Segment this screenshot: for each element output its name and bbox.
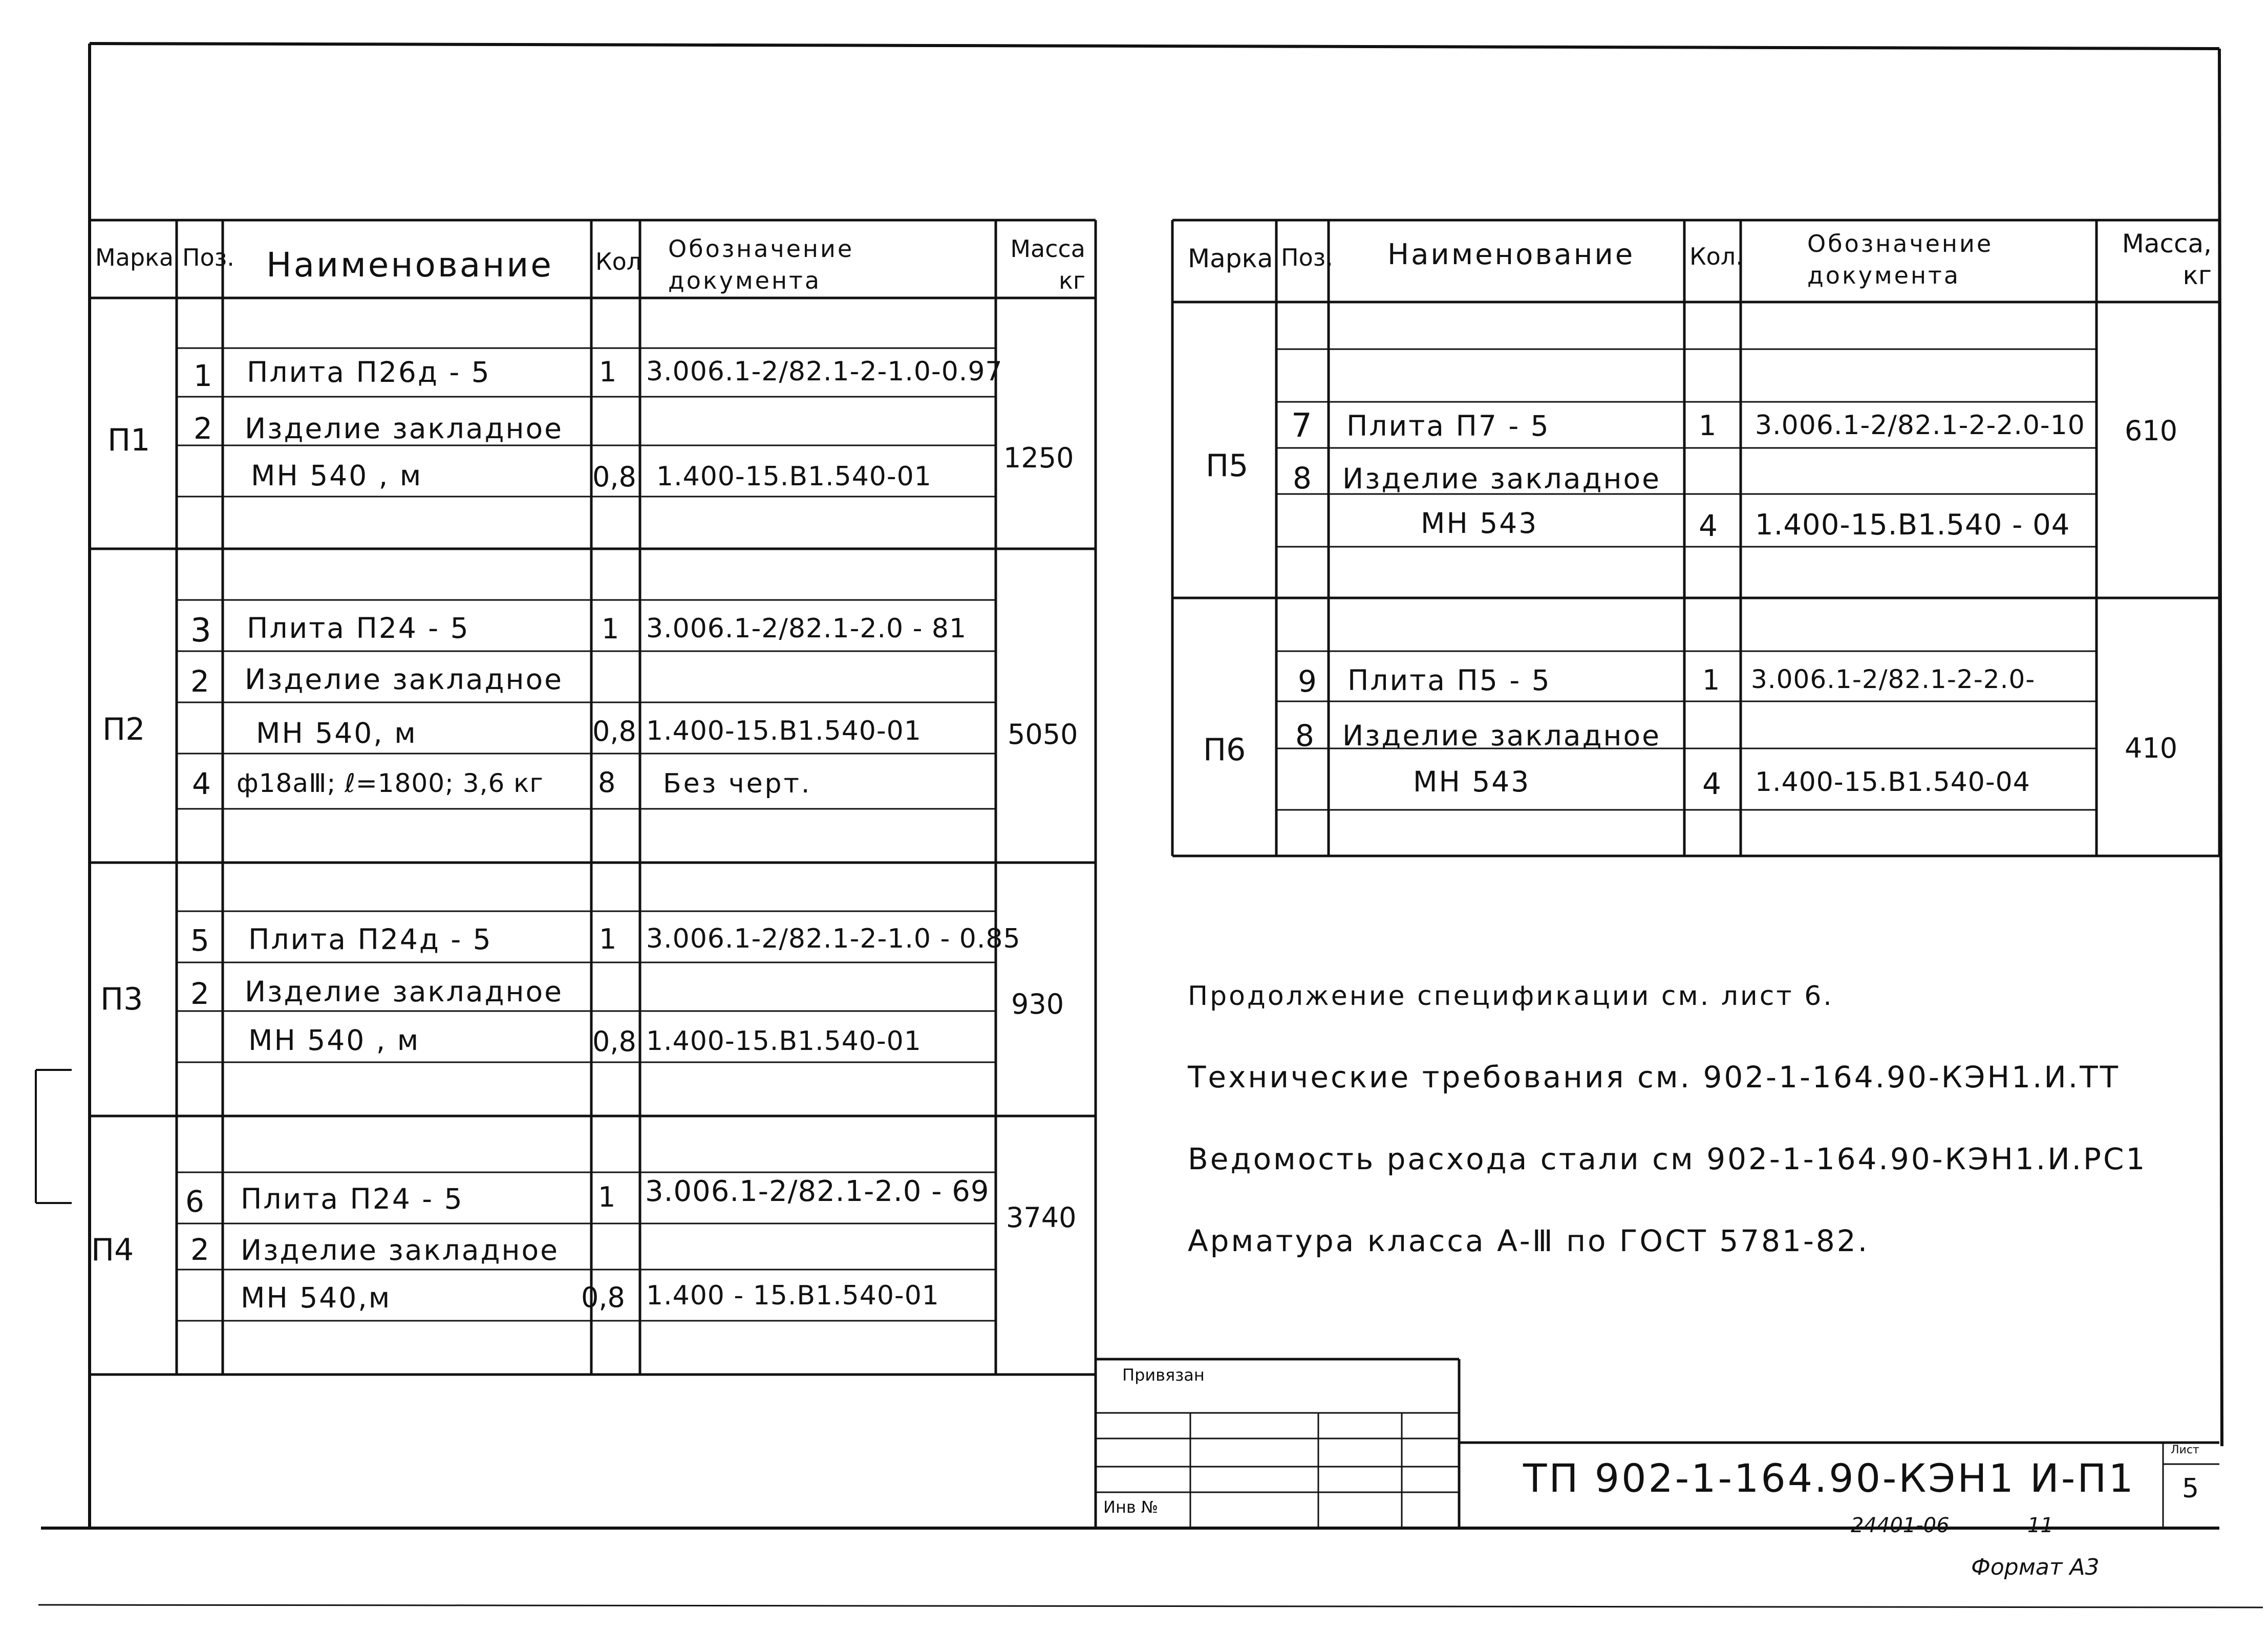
name-p6-r2: Изделие закладное xyxy=(1342,719,1661,752)
note-steel-statement: Ведомость расхода стали см 902-1-164.90-КЭН1.И.РС1 xyxy=(1188,1142,2147,1176)
qty-p2-r4: 8 xyxy=(598,766,616,799)
name-p2-r1: Плита П24 - 5 xyxy=(247,612,470,645)
pos-7: 7 xyxy=(1291,407,1312,445)
name-p4-r2: Изделие закладное xyxy=(241,1234,559,1266)
inv-no-label: Инв № xyxy=(1103,1497,1159,1517)
mass-p1: 1250 xyxy=(1003,442,1074,474)
pos-2b: 2 xyxy=(190,664,209,699)
qty-p6-r1: 1 xyxy=(1702,664,1720,696)
name-p3-r3: МН 540 , м xyxy=(248,1024,420,1057)
right-header-marka: Марка xyxy=(1188,244,1273,273)
name-p2-r3: МН 540, м xyxy=(256,717,417,749)
name-p6-r1: Плита П5 - 5 xyxy=(1347,664,1551,697)
name-p1-r1: Плита П26д - 5 xyxy=(247,356,491,389)
doc-p1-r3: 1.400-15.В1.540-01 xyxy=(656,461,932,492)
left-header-pos: Поз. xyxy=(182,244,234,271)
qty-p5-r1: 1 xyxy=(1699,410,1717,442)
right-header-name: Наименование xyxy=(1387,238,1635,271)
doc-p5-r1: 3.006.1-2/82.1-2-2.0-10 xyxy=(1755,410,2085,441)
note-continuation: Продолжение спецификации см. лист 6. xyxy=(1188,981,1834,1012)
marka-p1: П1 xyxy=(108,422,151,458)
qty-p4-r1: 1 xyxy=(598,1181,616,1213)
frame-top xyxy=(90,44,2219,49)
archive-page: 11 xyxy=(2027,1514,2053,1537)
name-p3-r2: Изделие закладное xyxy=(245,975,563,1008)
left-header-marka: Марка xyxy=(95,244,174,271)
marka-p2: П2 xyxy=(102,712,145,747)
doc-p2-r1: 3.006.1-2/82.1-2.0 - 81 xyxy=(646,613,967,644)
pos-2c: 2 xyxy=(190,976,209,1011)
qty-p5-r3: 4 xyxy=(1699,508,1718,543)
format-label: Формат А3 xyxy=(1971,1554,2100,1580)
name-p6-r3: МН 543 xyxy=(1413,765,1531,798)
right-header-mass: Масса, кг xyxy=(2122,229,2212,290)
qty-p3-r1: 1 xyxy=(599,923,617,955)
name-p5-r2: Изделие закладное xyxy=(1342,462,1661,495)
name-p1-r2: Изделие закладное xyxy=(245,412,563,445)
name-p1-r3: МН 540 , м xyxy=(251,459,423,492)
name-p5-r1: Плита П7 - 5 xyxy=(1346,410,1550,442)
right-header-qty: Кол. xyxy=(1689,243,1743,270)
pos-2: 2 xyxy=(194,411,212,446)
mass-p5: 610 xyxy=(2125,415,2178,447)
doc-p5-r3: 1.400-15.В1.540 - 04 xyxy=(1755,508,2070,542)
sheet-label: Лист xyxy=(2171,1444,2199,1456)
right-header-pos: Поз. xyxy=(1281,244,1333,271)
qty-p2-r3: 0,8 xyxy=(592,715,636,747)
name-p3-r1: Плита П24д - 5 xyxy=(248,923,493,956)
pos-9: 9 xyxy=(1298,664,1317,699)
qty-p6-r3: 4 xyxy=(1702,766,1721,801)
doc-p2-r3: 1.400-15.В1.540-01 xyxy=(646,716,922,746)
pos-1: 1 xyxy=(194,358,212,393)
doc-p6-r1: 3.006.1-2/82.1-2-2.0- xyxy=(1751,664,2036,694)
trim-line xyxy=(38,1605,2263,1607)
left-header-doc: Обозначение документа xyxy=(668,235,854,294)
qty-p1-r1: 1 xyxy=(599,356,617,388)
doc-p3-r3: 1.400-15.В1.540-01 xyxy=(646,1026,922,1057)
marka-p5: П5 xyxy=(1206,448,1249,484)
doc-p2-r4: Без черт. xyxy=(663,768,812,799)
archive-number: 24401-06 xyxy=(1851,1514,1950,1537)
mass-p2: 5050 xyxy=(1008,718,1078,750)
doc-p1-r1: 3.006.1-2/82.1-2-1.0-0.97 xyxy=(646,356,1003,387)
doc-p4-r1: 3.006.1-2/82.1-2.0 - 69 xyxy=(645,1175,990,1208)
doc-p4-r3: 1.400 - 15.В1.540-01 xyxy=(646,1280,939,1311)
marka-p3: П3 xyxy=(100,981,143,1017)
pos-2d: 2 xyxy=(190,1232,209,1267)
pos-5: 5 xyxy=(190,923,209,958)
privyazan-label: Привязан xyxy=(1122,1365,1205,1385)
marka-p4: П4 xyxy=(91,1232,134,1268)
left-header-mass: Масса кг xyxy=(1010,235,1085,294)
pos-8: 8 xyxy=(1293,461,1312,496)
pos-6: 6 xyxy=(185,1184,204,1219)
doc-p3-r1: 3.006.1-2/82.1-2-1.0 - 0.85 xyxy=(646,924,1021,954)
pos-8b: 8 xyxy=(1295,718,1314,753)
name-p4-r3: МН 540,м xyxy=(241,1281,392,1314)
name-p2-r2: Изделие закладное xyxy=(245,663,563,696)
pos-3: 3 xyxy=(190,612,211,650)
note-tech-requirements: Технические требования см. 902-1-164.90-КЭН1.И.ТТ xyxy=(1188,1060,2121,1094)
right-header-doc: Обозначение документа xyxy=(1807,230,1994,289)
sheet-number: 5 xyxy=(2182,1473,2199,1504)
qty-p1-r3: 0,8 xyxy=(592,461,636,493)
left-header-qty: Кол xyxy=(595,248,642,275)
pos-4: 4 xyxy=(192,766,211,801)
mass-p4: 3740 xyxy=(1006,1201,1077,1234)
doc-p6-r3: 1.400-15.В1.540-04 xyxy=(1755,767,2030,798)
mass-p3: 930 xyxy=(1011,988,1064,1020)
qty-p4-r3: 0,8 xyxy=(581,1281,625,1314)
left-header-name: Наименование xyxy=(266,245,553,285)
document-code: ТП 902-1-164.90-КЭН1 И-П1 xyxy=(1523,1455,2135,1501)
name-p2-r4: ф18аⅢ; ℓ=1800; 3,6 кг xyxy=(237,768,544,798)
qty-p2-r1: 1 xyxy=(602,613,619,645)
name-p5-r3: МН 543 xyxy=(1421,507,1538,540)
name-p4-r1: Плита П24 - 5 xyxy=(241,1183,464,1215)
marka-p6: П6 xyxy=(1203,732,1246,768)
note-rebar-class: Арматура класса А-Ⅲ по ГОСТ 5781-82. xyxy=(1188,1223,1870,1258)
mass-p6: 410 xyxy=(2125,732,2178,764)
qty-p3-r3: 0,8 xyxy=(592,1025,636,1058)
